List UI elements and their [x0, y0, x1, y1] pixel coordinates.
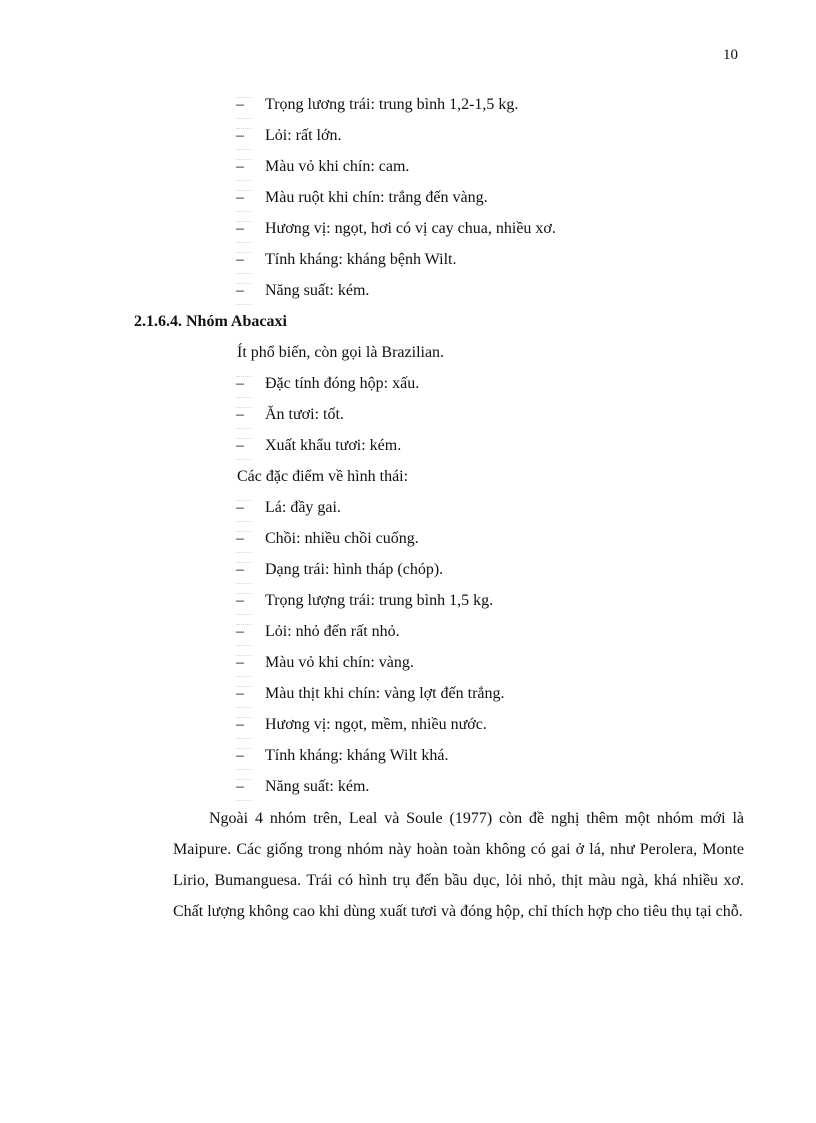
dash-bullet — [236, 716, 252, 734]
body-paragraph — [173, 803, 744, 927]
dash-bullet — [236, 189, 252, 207]
dash-bullet — [236, 96, 252, 114]
dash-bullet — [236, 561, 252, 579]
intro-text: Ít phổ biến, còn gọi là Brazilian. — [237, 344, 445, 361]
dash-bullet — [236, 499, 252, 517]
section-heading: 2.1.6.4. Nhóm Abacaxi — [134, 313, 287, 330]
paragraph-text: Ngoài 4 nhóm trên, Leal và Soule (1977) còn đề nghị thêm một nhóm mới là Maipure. Các giống trong nhóm này hoàn toàn không có gai ở lá, như Perolera, Monte Lirio, Bumanguesa. Trái có hình trụ đến bầu dục, lỏi nhỏ, thịt màu ngà, khá nhiều xơ. Chất lượng không cao khi dùng xuất tươi và đóng hộp, chỉ thích hợp cho tiêu thụ tại chỗ. — [173, 810, 744, 920]
dash-bullet — [236, 530, 252, 548]
dash-bullet — [236, 220, 252, 238]
dash-bullet — [236, 654, 252, 672]
dash-bullet — [236, 251, 252, 269]
morphology-label: Các đặc điểm về hình thái: — [237, 468, 409, 485]
page-number: 10 — [723, 47, 738, 63]
dash-bullet — [236, 406, 252, 424]
dash-bullet — [236, 747, 252, 765]
dash-bullet — [236, 592, 252, 610]
dash-bullet — [236, 158, 252, 176]
dash-bullet — [236, 778, 252, 796]
dash-bullet — [236, 375, 252, 393]
dash-bullet — [236, 127, 252, 145]
dash-bullet — [236, 282, 252, 300]
dash-bullet — [236, 685, 252, 703]
dash-bullet — [236, 437, 252, 455]
dash-bullet — [236, 623, 252, 641]
